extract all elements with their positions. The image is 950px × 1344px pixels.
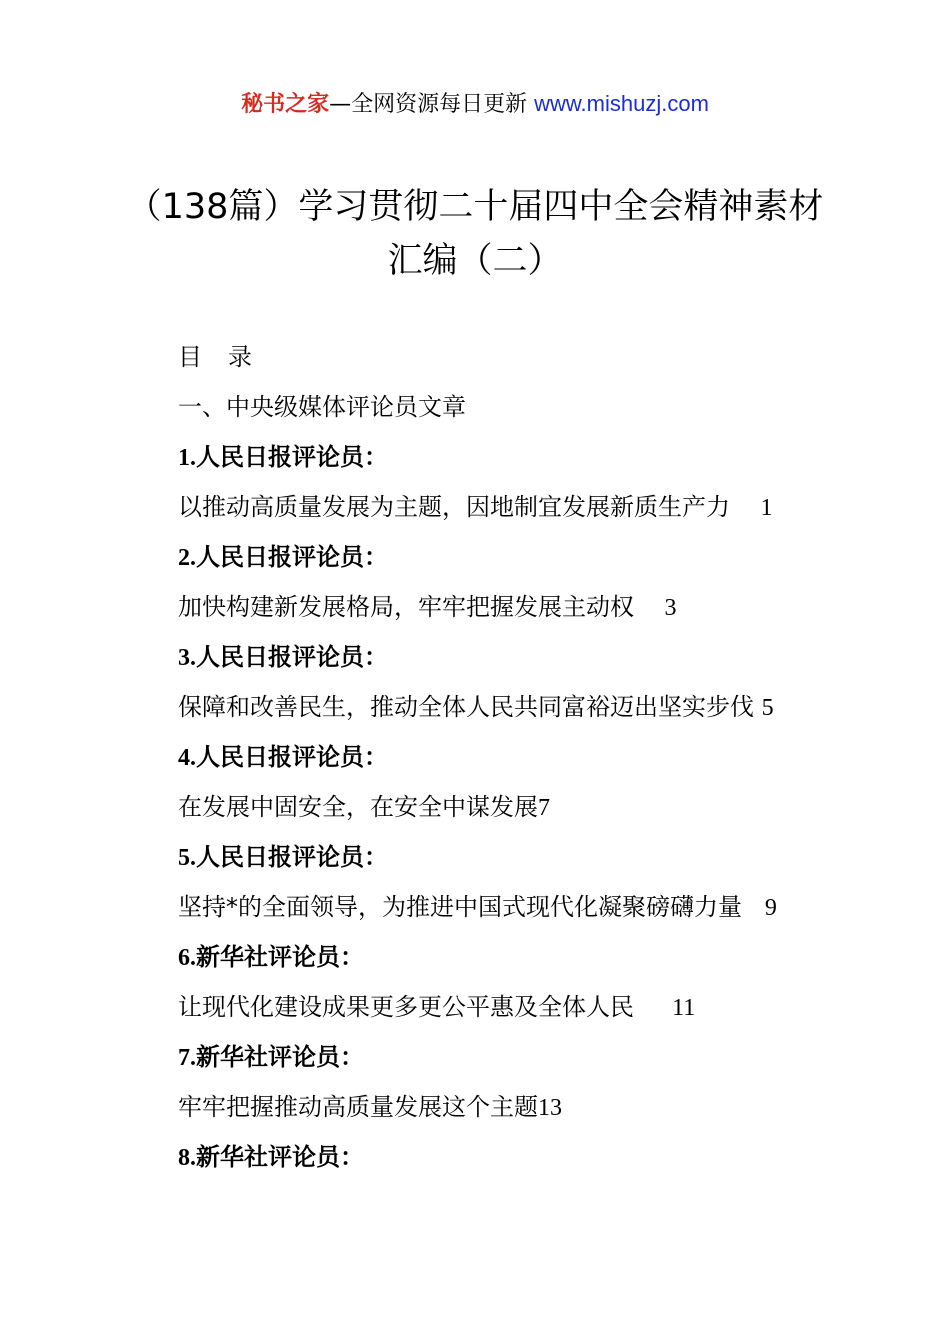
toc-entry[interactable] [178,682,838,732]
table-of-contents [178,332,838,1182]
toc-item-author [178,1032,838,1082]
toc-item-author-label: 新华社评论员： [196,943,364,971]
document-title-line-1: （138篇）学习贯彻二十届四中全会精神素材 [126,187,824,227]
toc-entry-title: 坚持*的全面领导，为推进中国式现代化凝聚磅礴力量 [178,893,742,921]
site-tagline: —全网资源每日更新 [329,92,535,117]
toc-entry-page: 1 [760,495,773,521]
toc-entry-title: 在发展中固安全，在安全中谋发展 [178,793,538,821]
toc-item-number: 7. [178,1045,196,1071]
document-title [60,180,890,288]
toc-item-author-label: 新华社评论员： [196,1143,364,1171]
site-brand: 秘书之家 [241,92,330,117]
toc-entry-page: 3 [664,595,677,621]
toc-entry-page: 11 [672,995,696,1021]
toc-item-author [178,432,838,482]
toc-entry-page: 7 [538,795,550,821]
toc-item-number: 3. [178,645,196,671]
toc-entry-title: 加快构建新发展格局，牢牢把握发展主动权 [178,593,634,621]
toc-item-author [178,532,838,582]
toc-entry-title: 牢牢把握推动高质量发展这个主题 [178,1093,538,1121]
site-header [0,88,950,121]
document-title-line-2: 汇编（二） [387,241,563,281]
toc-entry-title: 保障和改善民生，推动全体人民共同富裕迈出坚实步伐 [178,693,754,721]
toc-heading-char-2: 录 [228,343,252,371]
toc-item-number: 1. [178,445,196,471]
toc-item-number: 5. [178,845,196,871]
toc-item-author [178,632,838,682]
toc-item-number: 4. [178,745,196,771]
toc-entry-title: 以推动高质量发展为主题，因地制宜发展新质生产力 [178,493,730,521]
toc-entry[interactable] [178,882,838,932]
toc-item-author [178,1132,838,1182]
toc-item-author-label: 人民日报评论员： [196,843,388,871]
toc-entry[interactable] [178,1082,838,1132]
toc-item-author-label: 人民日报评论员： [196,443,388,471]
toc-entry[interactable] [178,582,838,632]
toc-item-author [178,932,838,982]
toc-heading-char-1: 目 [178,343,202,371]
toc-item-author [178,732,838,782]
toc-entry[interactable] [178,982,838,1032]
toc-item-number: 8. [178,1145,196,1171]
toc-entry-title: 让现代化建设成果更多更公平惠及全体人民 [178,993,634,1021]
toc-item-author-label: 人民日报评论员： [196,643,388,671]
site-url-link[interactable]: www.mishuzj.com [534,91,709,116]
toc-item-author [178,832,838,882]
toc-entry-page: 5 [761,695,774,721]
toc-entry-page: 9 [764,895,777,921]
toc-section-heading: 一、中央级媒体评论员文章 [178,393,466,421]
toc-heading [178,332,838,382]
toc-item-author-label: 新华社评论员： [196,1043,364,1071]
toc-entry-page: 13 [538,1095,562,1121]
toc-item-author-label: 人民日报评论员： [196,743,388,771]
toc-item-number: 2. [178,545,196,571]
toc-item-author-label: 人民日报评论员： [196,543,388,571]
toc-item-number: 6. [178,945,196,971]
toc-entry[interactable] [178,782,838,832]
toc-entry[interactable] [178,482,838,532]
